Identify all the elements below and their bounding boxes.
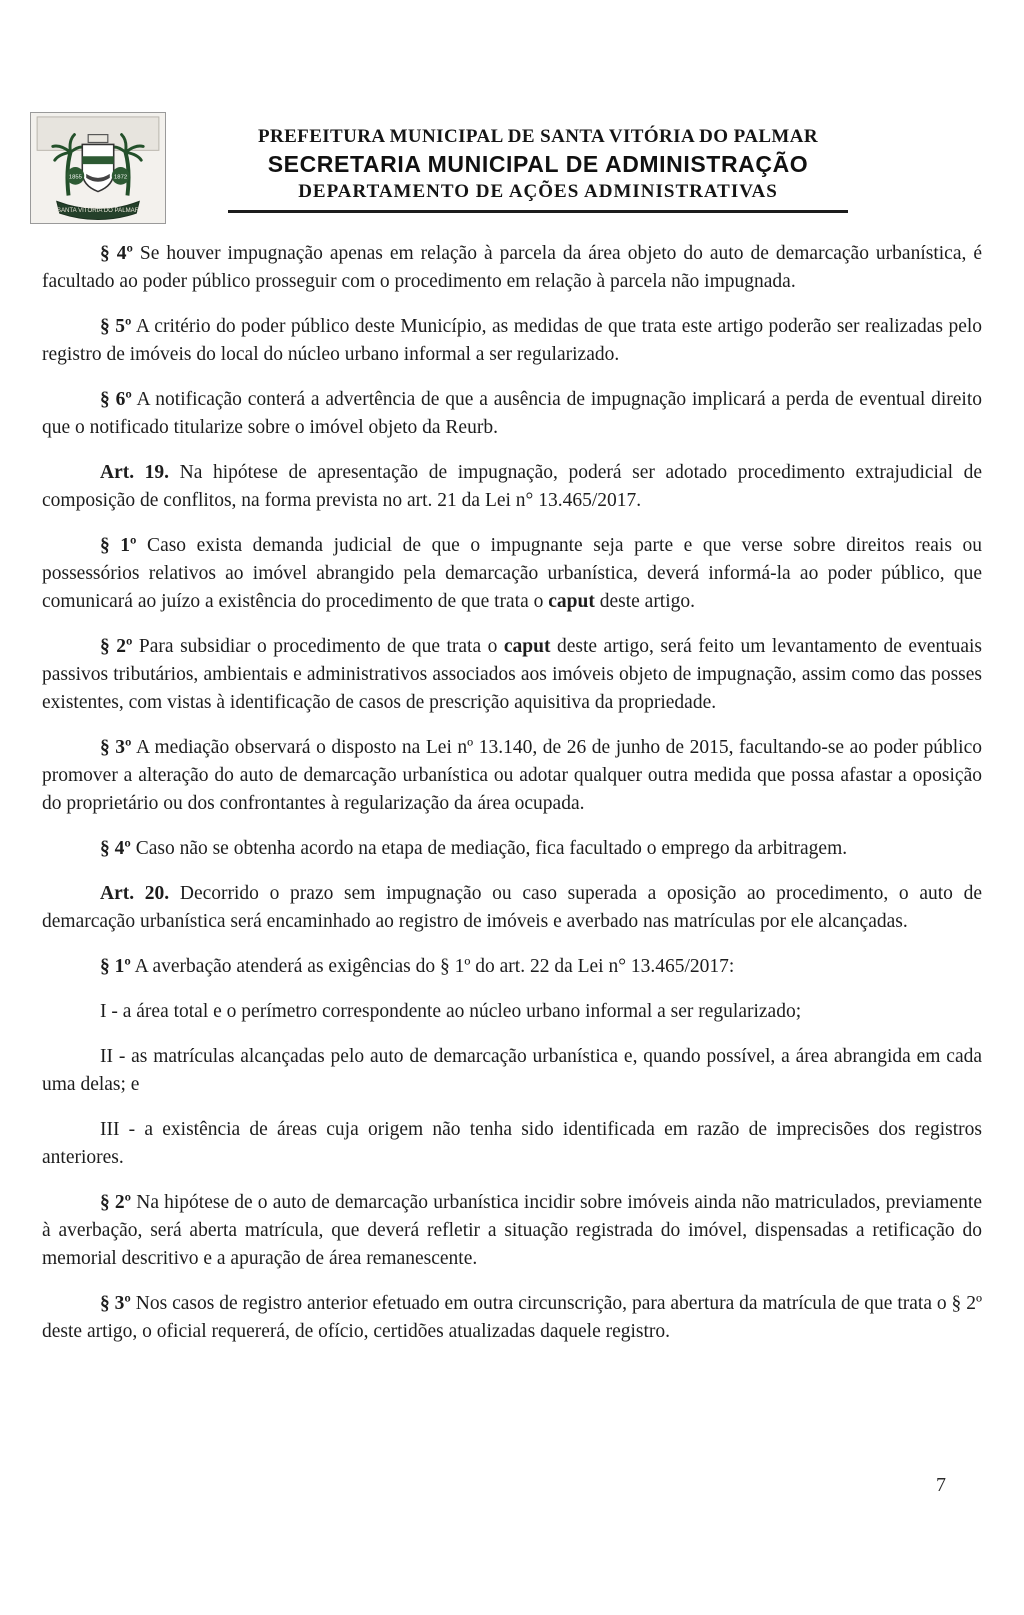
paragraph-lead: § 5º <box>100 316 132 337</box>
logo-year-right: 1872 <box>114 174 128 181</box>
document-body <box>42 240 982 1363</box>
header-prefeitura: PREFEITURA MUNICIPAL DE SANTA VITÓRIA DO PALMAR <box>257 126 818 147</box>
paragraph-text: Na hipótese de apresentação de impugnação, poderá ser adotado procedimento extrajudicial de composição de conflitos, na forma prevista no art. 21 da Lei n° 13.465/2017. <box>42 462 982 511</box>
paragraph-s6 <box>42 386 982 442</box>
paragraph-text: Nos casos de registro anterior efetuado em outra circunscrição, para abertura da matrícula de que trata o § 2º deste artigo, o oficial requererá, de ofício, certidões atualizadas daquele registro. <box>42 1293 983 1342</box>
paragraph-art20-s3 <box>42 1290 982 1346</box>
paragraph-art20-s2 <box>42 1189 982 1273</box>
paragraph-text: A notificação conterá a advertência de que a ausência de impugnação implicará a perda de eventual direito que o notificado titularize sobre o imóvel objeto da Reurb. <box>42 389 982 438</box>
paragraph-lead: § 4º <box>100 838 131 859</box>
paragraph-text: Para subsidiar o procedimento de que trata o <box>132 636 504 657</box>
header-text-block <box>166 112 910 213</box>
paragraph-s4 <box>42 240 982 296</box>
paragraph-text: A mediação observará o disposto na Lei nº 13.140, de 26 de junho de 2015, facultando-se ao poder público promover a alteração do auto de demarcação urbanística ou adotar qualquer outra medida que possa afastar a oposição do proprietário ou dos confrontantes à regularização da área ocupada. <box>42 737 982 814</box>
paragraph-lead: Art. 19. <box>100 462 170 483</box>
header-rule <box>228 210 848 213</box>
paragraph-art19-s1 <box>42 532 982 616</box>
paragraph-text: A averbação atenderá as exigências do § 1º do art. 22 da Lei n° 13.465/2017: <box>130 956 735 977</box>
paragraph-art19-s4 <box>42 835 982 863</box>
paragraph-lead: § 3º <box>100 1293 131 1314</box>
paragraph-art20 <box>42 880 982 936</box>
paragraph-lead: § 2º <box>100 636 133 657</box>
paragraph-bold-inline: caput <box>503 636 551 657</box>
paragraph-lead: § 6º <box>100 389 132 410</box>
paragraph-bold-inline: caput <box>548 591 595 612</box>
page-number: 7 <box>936 1474 946 1496</box>
paragraph-text: Na hipótese de o auto de demarcação urbanística incidir sobre imóveis ainda não matriculados, previamente à averbação, será aberta matrícula, que deverá refletir a situação registrada do imóvel, dispensadas a retificação do memorial descritivo e a apuração de área remanescente. <box>42 1192 983 1269</box>
paragraph-lead: § 3º <box>100 737 132 758</box>
paragraph-lead: § 1º <box>100 956 131 977</box>
paragraph-text: III - a existência de áreas cuja origem não tenha sido identificada em razão de imprecisões dos registros anteriores. <box>42 1119 982 1168</box>
logo-ribbon-text: SANTA VITÓRIA DO PALMAR <box>56 207 140 215</box>
document-header <box>30 112 910 224</box>
paragraph-text-cont: deste artigo, será feito um levantamento de eventuais passivos tributários, ambientais e administrativos associados aos imóveis objeto de impugnação, assim como das posses existentes, com vistas à identificação de casos de prescrição aquisitiva da propriedade. <box>42 636 982 713</box>
paragraph-lead: § 4º <box>100 243 133 264</box>
paragraph-lead: § 1º <box>100 535 137 556</box>
paragraph-art19-s2 <box>42 633 982 717</box>
paragraph-lead: § 2º <box>100 1192 132 1213</box>
paragraph-item-iii <box>42 1116 982 1172</box>
header-secretaria: SECRETARIA MUNICIPAL DE ADMINISTRAÇÃO <box>267 151 809 177</box>
municipal-coat-of-arms-icon <box>30 112 166 224</box>
paragraph-art20-s1 <box>42 953 982 981</box>
paragraph-s5 <box>42 313 982 369</box>
paragraph-text-cont: deste artigo. <box>594 591 696 612</box>
paragraph-art19-s3 <box>42 734 982 818</box>
paragraph-item-ii <box>42 1043 982 1099</box>
paragraph-text: II - as matrículas alcançadas pelo auto de demarcação urbanística e, quando possível, a área abrangida em cada uma delas; e <box>42 1046 982 1095</box>
paragraph-text: A critério do poder público deste Município, as medidas de que trata este artigo poderão ser realizadas pelo registro de imóveis do local do núcleo urbano informal a ser regularizado. <box>42 316 983 365</box>
paragraph-text: Caso não se obtenha acordo na etapa de mediação, fica facultado o emprego da arbitragem. <box>130 838 848 859</box>
logo-year-left: 1855 <box>68 174 82 181</box>
paragraph-lead: Art. 20. <box>100 883 170 904</box>
header-departamento: DEPARTAMENTO DE AÇÕES ADMINISTRATIVAS <box>298 181 778 202</box>
paragraph-art19 <box>42 459 982 515</box>
paragraph-text: Decorrido o prazo sem impugnação ou caso superada a oposição ao procedimento, o auto de demarcação urbanística será encaminhado ao registro de imóveis e averbado nas matrículas por ele alcançadas. <box>42 883 983 932</box>
paragraph-text: I - a área total e o perímetro correspondente ao núcleo urbano informal a ser regularizado; <box>100 1001 802 1022</box>
paragraph-text: Caso exista demanda judicial de que o impugnante seja parte e que verse sobre direitos reais ou possessórios relativos ao imóvel abrangido pela demarcação urbanística, deverá informá-la ao poder público, que comunicará ao juízo a existência do procedimento de que trata o <box>42 535 983 612</box>
paragraph-item-i <box>42 998 982 1026</box>
paragraph-text: Se houver impugnação apenas em relação à parcela da área objeto do auto de demarcação urbanística, é facultado ao poder público prosseguir com o procedimento em relação à parcela não impugnada. <box>42 243 982 292</box>
